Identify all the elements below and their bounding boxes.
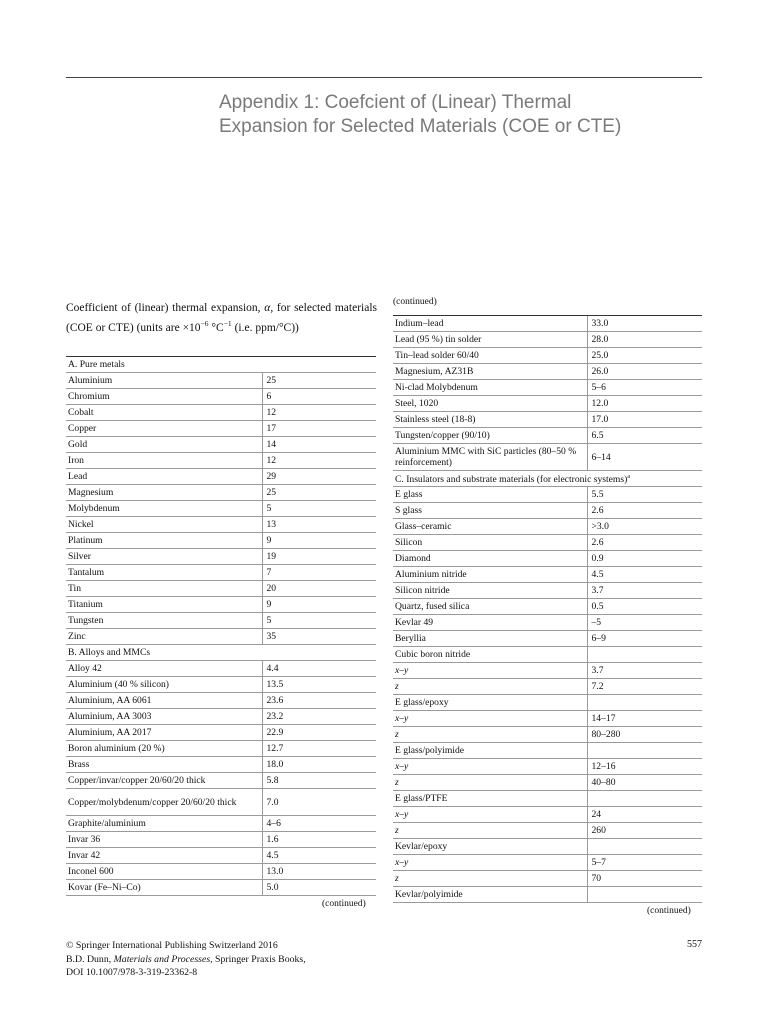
material-cell: Aluminium <box>66 373 262 389</box>
section-header-row <box>66 357 376 373</box>
material-cell: z <box>393 871 587 887</box>
table-row <box>66 661 376 677</box>
table-row <box>393 348 702 364</box>
cte-value-cell: 3.7 <box>587 583 702 599</box>
table-row <box>66 469 376 485</box>
caption-text: °C <box>208 321 224 334</box>
cte-value-cell: –5 <box>587 615 702 631</box>
material-cell: Tungsten/copper (90/10) <box>393 428 587 444</box>
material-cell: Silicon nitride <box>393 583 587 599</box>
cte-value-cell: 2.6 <box>587 503 702 519</box>
material-cell: Copper/molybdenum/copper 20/60/20 thick <box>66 789 262 816</box>
material-cell: Alloy 42 <box>66 661 262 677</box>
table-row <box>393 615 702 631</box>
cte-value-cell: 28.0 <box>587 332 702 348</box>
material-cell: Diamond <box>393 551 587 567</box>
material-cell: Ni-clad Molybdenum <box>393 380 587 396</box>
material-cell: Quartz, fused silica <box>393 599 587 615</box>
material-cell: Copper/invar/copper 20/60/20 thick <box>66 773 262 789</box>
footer-line-1: © Springer International Publishing Switzerland 2016 <box>66 940 278 951</box>
table-row <box>393 807 702 823</box>
material-cell: Cobalt <box>66 405 262 421</box>
material-cell: E glass <box>393 487 587 503</box>
material-cell: Tin <box>66 581 262 597</box>
continued-label-left: (continued) <box>322 899 366 909</box>
table-row <box>393 887 702 903</box>
table-row <box>66 581 376 597</box>
material-cell: Graphite/aluminium <box>66 816 262 832</box>
material-cell: Invar 36 <box>66 832 262 848</box>
material-cell: Kevlar/polyimide <box>393 887 587 903</box>
cte-value-cell: 4–6 <box>262 816 376 832</box>
section-label: B. Alloys and MMCs <box>66 645 376 661</box>
material-cell: Aluminium, AA 2017 <box>66 725 262 741</box>
cte-value-cell: 5 <box>262 613 376 629</box>
material-cell: Aluminium nitride <box>393 567 587 583</box>
page-title <box>219 91 689 139</box>
material-cell: x–y <box>393 711 587 727</box>
cte-value-cell: 70 <box>587 871 702 887</box>
cte-value-cell: 23.6 <box>262 693 376 709</box>
material-cell: x–y <box>393 855 587 871</box>
footer-line-3: DOI 10.1007/978-3-319-23362-8 <box>66 967 198 978</box>
cte-value-cell: 6.5 <box>587 428 702 444</box>
section-label: C. Insulators and substrate materials (for electronic systems)$^a$ <box>393 471 702 487</box>
table-caption <box>66 300 377 336</box>
material-cell: Chromium <box>66 389 262 405</box>
material-cell: Boron aluminium (20 %) <box>66 741 262 757</box>
cte-value-cell: 23.2 <box>262 709 376 725</box>
cte-value-cell: 26.0 <box>587 364 702 380</box>
material-cell: E glass/polyimide <box>393 743 587 759</box>
table-row <box>393 743 702 759</box>
cte-value-cell: 7.0 <box>262 789 376 816</box>
caption-alpha: α <box>264 302 271 314</box>
material-cell: E glass/epoxy <box>393 695 587 711</box>
cte-value-cell: 5.0 <box>262 880 376 896</box>
material-cell: Gold <box>66 437 262 453</box>
table-row <box>66 501 376 517</box>
cte-value-cell: 13.0 <box>262 864 376 880</box>
cte-value-cell <box>587 791 702 807</box>
material-cell: Nickel <box>66 517 262 533</box>
cte-value-cell: 2.6 <box>587 535 702 551</box>
table-row <box>66 517 376 533</box>
cte-value-cell: 35 <box>262 629 376 645</box>
top-rule <box>66 77 702 78</box>
table-row <box>66 725 376 741</box>
right-table <box>393 315 702 903</box>
table-row <box>393 871 702 887</box>
table-row <box>393 679 702 695</box>
continued-label-top-right: (continued) <box>393 297 437 307</box>
table-row <box>66 832 376 848</box>
cte-value-cell: 22.9 <box>262 725 376 741</box>
material-cell: x–y <box>393 663 587 679</box>
table-row <box>393 380 702 396</box>
material-cell: Iron <box>66 453 262 469</box>
table-row <box>66 693 376 709</box>
cte-value-cell: 260 <box>587 823 702 839</box>
table-row <box>66 437 376 453</box>
cte-value-cell: 20 <box>262 581 376 597</box>
table-row <box>393 535 702 551</box>
cte-value-cell: 5–6 <box>587 380 702 396</box>
cte-value-cell: 12.0 <box>587 396 702 412</box>
table-row <box>393 412 702 428</box>
table-row <box>66 565 376 581</box>
left-table <box>66 356 376 896</box>
material-cell: S glass <box>393 503 587 519</box>
cte-value-cell: 9 <box>262 533 376 549</box>
table-row <box>66 405 376 421</box>
table-row <box>66 773 376 789</box>
caption-superscript: −6 <box>200 319 209 328</box>
material-cell: Stainless steel (18-8) <box>393 412 587 428</box>
material-cell: Tin–lead solder 60/40 <box>393 348 587 364</box>
material-cell: Aluminium, AA 6061 <box>66 693 262 709</box>
cte-value-cell: 13 <box>262 517 376 533</box>
table-row <box>66 880 376 896</box>
section-header-row <box>66 645 376 661</box>
caption-text: Coefficient of (linear) thermal expansion, <box>66 302 265 314</box>
material-cell: Steel, 1020 <box>393 396 587 412</box>
table-row <box>66 757 376 773</box>
material-cell: x–y <box>393 807 587 823</box>
material-cell: z <box>393 727 587 743</box>
title-line-2: Expansion for Selected Materials (COE or CTE) <box>219 116 622 137</box>
table-row <box>393 487 702 503</box>
table-row <box>393 775 702 791</box>
table-row <box>393 316 702 332</box>
cte-value-cell: 14–17 <box>587 711 702 727</box>
table-row <box>393 364 702 380</box>
material-cell: Lead (95 %) tin solder <box>393 332 587 348</box>
cte-value-cell: 7 <box>262 565 376 581</box>
cte-value-cell: 13.5 <box>262 677 376 693</box>
cte-value-cell: 19 <box>262 549 376 565</box>
table-row <box>66 629 376 645</box>
table-row <box>66 848 376 864</box>
table-row <box>66 613 376 629</box>
table-row <box>393 663 702 679</box>
cte-value-cell: 7.2 <box>587 679 702 695</box>
material-cell: Invar 42 <box>66 848 262 864</box>
material-cell: Aluminium MMC with SiC particles (80–50 % reinforcement) <box>393 444 587 471</box>
cte-value-cell: 25 <box>262 373 376 389</box>
table-row <box>393 839 702 855</box>
book-title: Materials and Processes <box>113 953 211 965</box>
cte-value-cell <box>587 695 702 711</box>
material-cell: z <box>393 823 587 839</box>
material-cell: Aluminium, AA 3003 <box>66 709 262 725</box>
material-cell: Titanium <box>66 597 262 613</box>
cte-value-cell: 6–9 <box>587 631 702 647</box>
table-row <box>66 533 376 549</box>
cte-value-cell: 12 <box>262 405 376 421</box>
material-cell: Kevlar 49 <box>393 615 587 631</box>
table-row <box>393 503 702 519</box>
caption-text: (i.e. ppm/°C)) <box>231 321 299 334</box>
section-header-row <box>393 471 702 487</box>
material-cell: Kovar (Fe–Ni–Co) <box>66 880 262 896</box>
cte-value-cell <box>587 839 702 855</box>
cte-value-cell: >3.0 <box>587 519 702 535</box>
material-cell: Lead <box>66 469 262 485</box>
cte-value-cell: 14 <box>262 437 376 453</box>
page-number: 557 <box>687 939 702 950</box>
cte-value-cell: 12–16 <box>587 759 702 775</box>
cte-value-cell: 5 <box>262 501 376 517</box>
table-row <box>393 332 702 348</box>
table-row <box>393 631 702 647</box>
footnote-marker: a <box>627 473 630 480</box>
table-row <box>393 583 702 599</box>
table-row <box>393 711 702 727</box>
material-cell: z <box>393 679 587 695</box>
material-cell: Cubic boron nitride <box>393 647 587 663</box>
cte-value-cell: 1.6 <box>262 832 376 848</box>
cte-value-cell: 12.7 <box>262 741 376 757</box>
material-cell: x–y <box>393 759 587 775</box>
table-row <box>66 597 376 613</box>
table-row <box>393 567 702 583</box>
material-cell: z <box>393 775 587 791</box>
table-row <box>393 791 702 807</box>
material-cell: Aluminium (40 % silicon) <box>66 677 262 693</box>
material-cell: Tungsten <box>66 613 262 629</box>
table-row <box>393 396 702 412</box>
cte-value-cell <box>587 647 702 663</box>
table-row <box>66 453 376 469</box>
table-row <box>393 519 702 535</box>
cte-value-cell: 5.5 <box>587 487 702 503</box>
table-row <box>66 741 376 757</box>
table-row <box>66 549 376 565</box>
material-cell: Molybdenum <box>66 501 262 517</box>
table-row <box>66 864 376 880</box>
table-row <box>66 373 376 389</box>
material-cell: Silver <box>66 549 262 565</box>
material-cell: Zinc <box>66 629 262 645</box>
table-row <box>393 823 702 839</box>
table-row <box>66 389 376 405</box>
footer-line-2: B.D. Dunn, Materials and Processes, Springer Praxis Books, <box>66 953 306 965</box>
cte-value-cell: 6–14 <box>587 444 702 471</box>
cte-value-cell: 80–280 <box>587 727 702 743</box>
cte-value-cell: 18.0 <box>262 757 376 773</box>
cte-value-cell: 24 <box>587 807 702 823</box>
caption-text: , for selected materials (COE or CTE) (units are ×10 <box>66 302 377 334</box>
cte-value-cell <box>587 743 702 759</box>
material-cell: Magnesium <box>66 485 262 501</box>
material-cell: Kevlar/epoxy <box>393 839 587 855</box>
table-row <box>393 695 702 711</box>
material-cell: Indium–lead <box>393 316 587 332</box>
cte-value-cell: 0.5 <box>587 599 702 615</box>
title-line-1: Appendix 1: Coefcient of (Linear) Thermal <box>219 92 572 113</box>
material-cell: E glass/PTFE <box>393 791 587 807</box>
table-row <box>66 789 376 816</box>
table-row <box>393 759 702 775</box>
cte-value-cell: 40–80 <box>587 775 702 791</box>
cte-value-cell: 25.0 <box>587 348 702 364</box>
cte-value-cell: 33.0 <box>587 316 702 332</box>
table-row <box>393 444 702 471</box>
material-cell: Copper <box>66 421 262 437</box>
material-cell: Glass–ceramic <box>393 519 587 535</box>
table-row <box>393 647 702 663</box>
material-cell: Magnesium, AZ31B <box>393 364 587 380</box>
cte-value-cell: 5–7 <box>587 855 702 871</box>
cte-value-cell: 6 <box>262 389 376 405</box>
material-cell: Silicon <box>393 535 587 551</box>
cte-value-cell: 4.4 <box>262 661 376 677</box>
cte-value-cell: 3.7 <box>587 663 702 679</box>
cte-value-cell: 12 <box>262 453 376 469</box>
material-cell: Beryllia <box>393 631 587 647</box>
section-label: A. Pure metals <box>66 357 376 373</box>
table-row <box>393 599 702 615</box>
table-row <box>66 677 376 693</box>
cte-value-cell <box>587 887 702 903</box>
material-cell: Tantalum <box>66 565 262 581</box>
cte-value-cell: 4.5 <box>587 567 702 583</box>
material-cell: Platinum <box>66 533 262 549</box>
table-row <box>393 428 702 444</box>
cte-value-cell: 25 <box>262 485 376 501</box>
cte-value-cell: 17 <box>262 421 376 437</box>
continued-label-right: (continued) <box>647 906 691 916</box>
table-row <box>66 485 376 501</box>
cte-value-cell: 29 <box>262 469 376 485</box>
material-cell: Inconel 600 <box>66 864 262 880</box>
cte-value-cell: 5.8 <box>262 773 376 789</box>
table-row <box>393 855 702 871</box>
caption-superscript: −1 <box>223 319 232 328</box>
cte-value-cell: 4.5 <box>262 848 376 864</box>
cte-value-cell: 9 <box>262 597 376 613</box>
table-row <box>66 421 376 437</box>
table-row <box>66 816 376 832</box>
table-row <box>66 709 376 725</box>
cte-value-cell: 0.9 <box>587 551 702 567</box>
table-row <box>393 551 702 567</box>
copyright-footer <box>66 939 306 980</box>
material-cell: Brass <box>66 757 262 773</box>
cte-value-cell: 17.0 <box>587 412 702 428</box>
table-row <box>393 727 702 743</box>
